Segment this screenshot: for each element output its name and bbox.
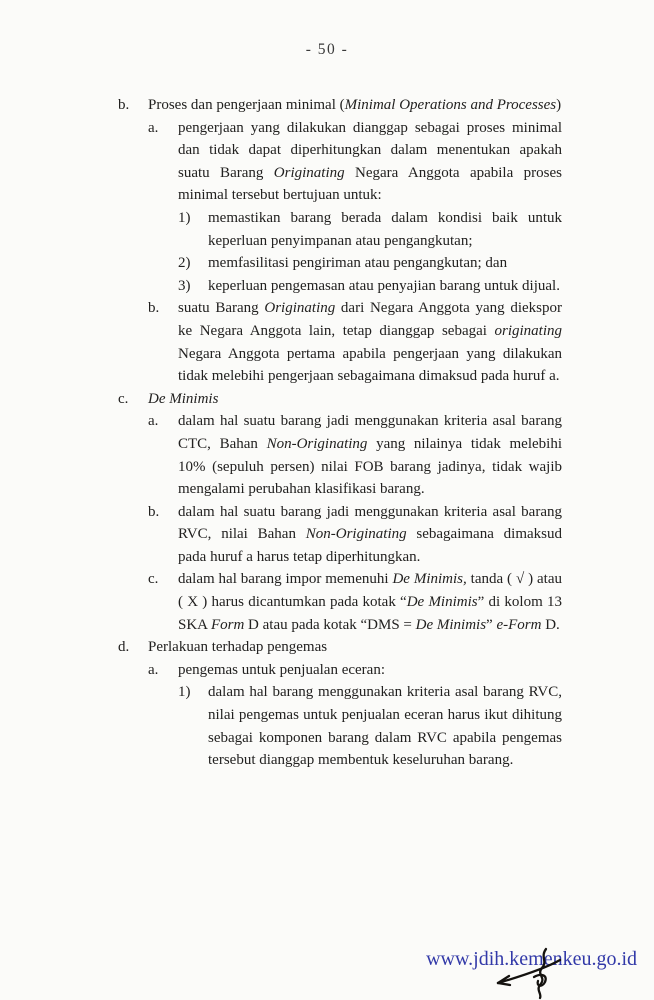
list-item <box>178 681 562 771</box>
list-text: De Minimis <box>148 390 219 407</box>
list-marker: a. <box>148 413 159 430</box>
list-item <box>178 207 562 252</box>
list-item <box>148 117 562 207</box>
list-item <box>148 297 562 387</box>
list-marker: b. <box>118 97 130 113</box>
list-marker: b. <box>148 503 160 520</box>
page-number: - 50 - <box>305 41 349 58</box>
list-item <box>148 568 562 636</box>
list-text: Proses dan pengerjaan minimal (Minimal Operations and Processes) <box>148 97 562 113</box>
list-item <box>178 275 562 298</box>
list-text: memastikan barang berada dalam kondisi baik untuk keperluan penyimpanan atau pengangkutan; <box>208 209 562 249</box>
list-item <box>118 388 562 411</box>
list-text: dalam hal suatu barang jadi menggunakan kriteria asal barang RVC, nilai Bahan Non-Originating sebagaimana dimaksud pada huruf a harus tetap diperhitungkan. <box>178 503 562 565</box>
list-marker: c. <box>148 571 159 588</box>
list-item <box>118 94 562 117</box>
list-item <box>148 410 562 500</box>
list-marker: 3) <box>178 277 191 294</box>
list-marker: 2) <box>178 255 191 272</box>
list-marker: c. <box>118 390 129 407</box>
list-marker: b. <box>148 300 160 317</box>
list-text: memfasilitasi pengiriman atau pengangkutan; dan <box>208 255 508 272</box>
list-text: suatu Barang Originating dari Negara Anggota yang diekspor ke Negara Anggota lain, tetap dianggap sebagai originating Negara Anggota pertama apabila pengerjaan yang dilakukan tidak melebihi pengerjaan sebagaimana dimaksud pada huruf a. <box>178 300 562 385</box>
list-marker: a. <box>148 119 159 136</box>
list-text: keperluan pengemasan atau penyajian barang untuk dijual. <box>208 277 560 294</box>
list-item <box>148 659 562 682</box>
document-list <box>118 94 562 772</box>
list-item <box>118 636 562 659</box>
list-marker: 1) <box>178 209 191 226</box>
list-item <box>148 501 562 569</box>
list-text: pengerjaan yang dilakukan dianggap sebagai proses minimal dan tidak dapat diperhitungkan dalam menentukan apakah suatu Barang Originating Negara Anggota apabila proses minimal tersebut bertujuan untuk: <box>178 119 562 204</box>
list-marker: d. <box>118 639 130 656</box>
list-text: dalam hal barang menggunakan kriteria asal barang RVC, nilai pengemas untuk penjualan eceran harus ikut dihitung sebagai komponen barang dalam RVC apabila pengemas tersebut dianggap membentuk keseluruhan barang. <box>208 684 562 769</box>
list-item <box>178 252 562 275</box>
list-text: pengemas untuk penjualan eceran: <box>178 661 385 678</box>
list-marker: a. <box>148 661 159 678</box>
list-text: dalam hal barang impor memenuhi De Minimis, tanda ( √ ) atau ( X ) harus dicantumkan pada kotak “De Minimis” di kolom 13 SKA Form D atau pada kotak “DMS = De Minimis” e-Form D. <box>178 571 562 633</box>
watermark-url: www.jdih.kemenkeu.go.id <box>426 948 637 970</box>
list-text: Perlakuan terhadap pengemas <box>148 639 328 656</box>
list-text: dalam hal suatu barang jadi menggunakan kriteria asal barang CTC, Bahan Non-Originating yang nilainya tidak melebihi 10% (sepuluh persen) nilai FOB barang jadinya, tidak wajib mengalami perubahan klasifikasi barang. <box>178 413 562 498</box>
list-marker: 1) <box>178 684 191 701</box>
